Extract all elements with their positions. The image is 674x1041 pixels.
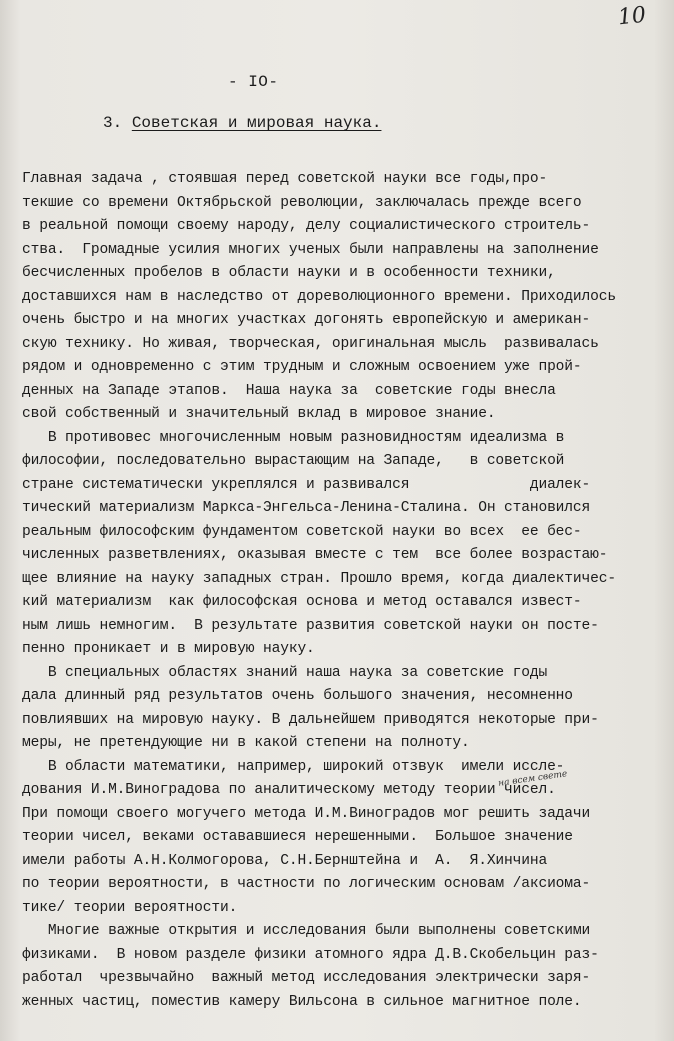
text-line: работал чрезвычайно важный метод исследования электрически заря- [22,970,591,986]
text-line: В специальных областях знаний наша наука за советские годы [22,664,548,681]
text-line: очень быстро и на многих участках догонять европейскую и американ- [22,312,591,328]
handwritten-margin-note: на всем свете [497,769,568,789]
text-line: тике/ теории вероятности. [22,899,238,916]
text-line: дования И.М.Виноградова по аналитическому методу теории чисел. [22,782,556,798]
text-line: стране систематически укреплялся и развивался диалек- [22,476,591,493]
text-line: имели работы А.Н.Колмогорова, С.Н.Бернштейна и А. Я.Хинчина [22,852,548,869]
text-line: щее влияние на науку западных стран. Прошло время, когда диалектичес- [22,570,616,587]
text-line: свой собственный и значительный вклад в мировое знание. [22,406,496,422]
text-line: текшие со времени Октябрьской революции, заключалась прежде всего [22,194,582,211]
text-line: повлиявших на мировую науку. В дальнейшем приводятся некоторые при- [22,711,599,728]
body-text [22,168,672,1014]
text-line: Многие важные открытия и исследования были выполнены советскими [22,923,591,939]
section-title: Советская и мировая наука. [131,114,382,132]
text-line: При помощи своего могучего метода И.М.Виноградов мог решить задачи [22,805,591,822]
text-line: меры, не претендующие ни в какой степени на полноту. [22,735,470,751]
text-line: В противовес многочисленным новым разновидностям идеализма в [22,429,565,446]
text-line: кий материализм как философская основа и метод оставался извест- [22,594,582,610]
text-line: доставшихся нам в наследство от дореволюционного времени. Приходилось [22,288,616,305]
text-line: реальным философским фундаментом советской науки во всех ее бес- [22,523,582,540]
text-line: по теории вероятности, в частности по логическим основам /аксиома- [22,876,591,892]
text-line: ным лишь немногим. В результате развития советской науки он посте- [22,617,599,634]
text-line: бесчисленных пробелов в области науки и в особенности техники, [22,265,556,281]
text-line: физиками. В новом разделе физики атомного ядра Д.В.Скобельцин раз- [22,946,599,963]
page-number: - IO- [228,73,279,91]
text-line: тический материализм Маркса-Энгельса-Ленина-Сталина. Он становился [22,500,591,516]
handwritten-page-number: 10 [616,2,648,31]
text-line: Главная задача , стоявшая перед советской науки все годы,про- [22,171,548,187]
text-line: денных на Западе этапов. Наша наука за советские годы внесла [22,382,556,399]
text-line: дала длинный ряд результатов очень большого значения, несомненно [22,688,573,704]
text-line: ства. Громадные усилия многих ученых были направлены на заполнение [22,241,599,258]
text-line: пенно проникает и в мировую науку. [22,641,315,657]
text-line: в реальной помощи своему народу, делу социалистического строитель- [22,218,591,234]
text-line: философии, последовательно вырастающим на Западе, в советской [22,453,565,469]
text-line: В области математики, например, широкий отзвук имели иссле- [22,758,565,775]
text-line: женных частиц, поместив камеру Вильсона в сильное магнитное поле. [22,993,582,1010]
section-heading [103,114,381,132]
text-line: численных разветвлениях, оказывая вместе с тем все более возрастаю- [22,547,608,563]
section-number: 3. [103,114,123,132]
text-line: рядом и одновременно с этим трудным и сложным освоением уже прой- [22,359,582,375]
text-line: теории чисел, веками остававшиеся нерешенными. Большое значение [22,829,573,845]
text-line: скую технику. Но живая, творческая, оригинальная мысль развивалась [22,335,599,352]
